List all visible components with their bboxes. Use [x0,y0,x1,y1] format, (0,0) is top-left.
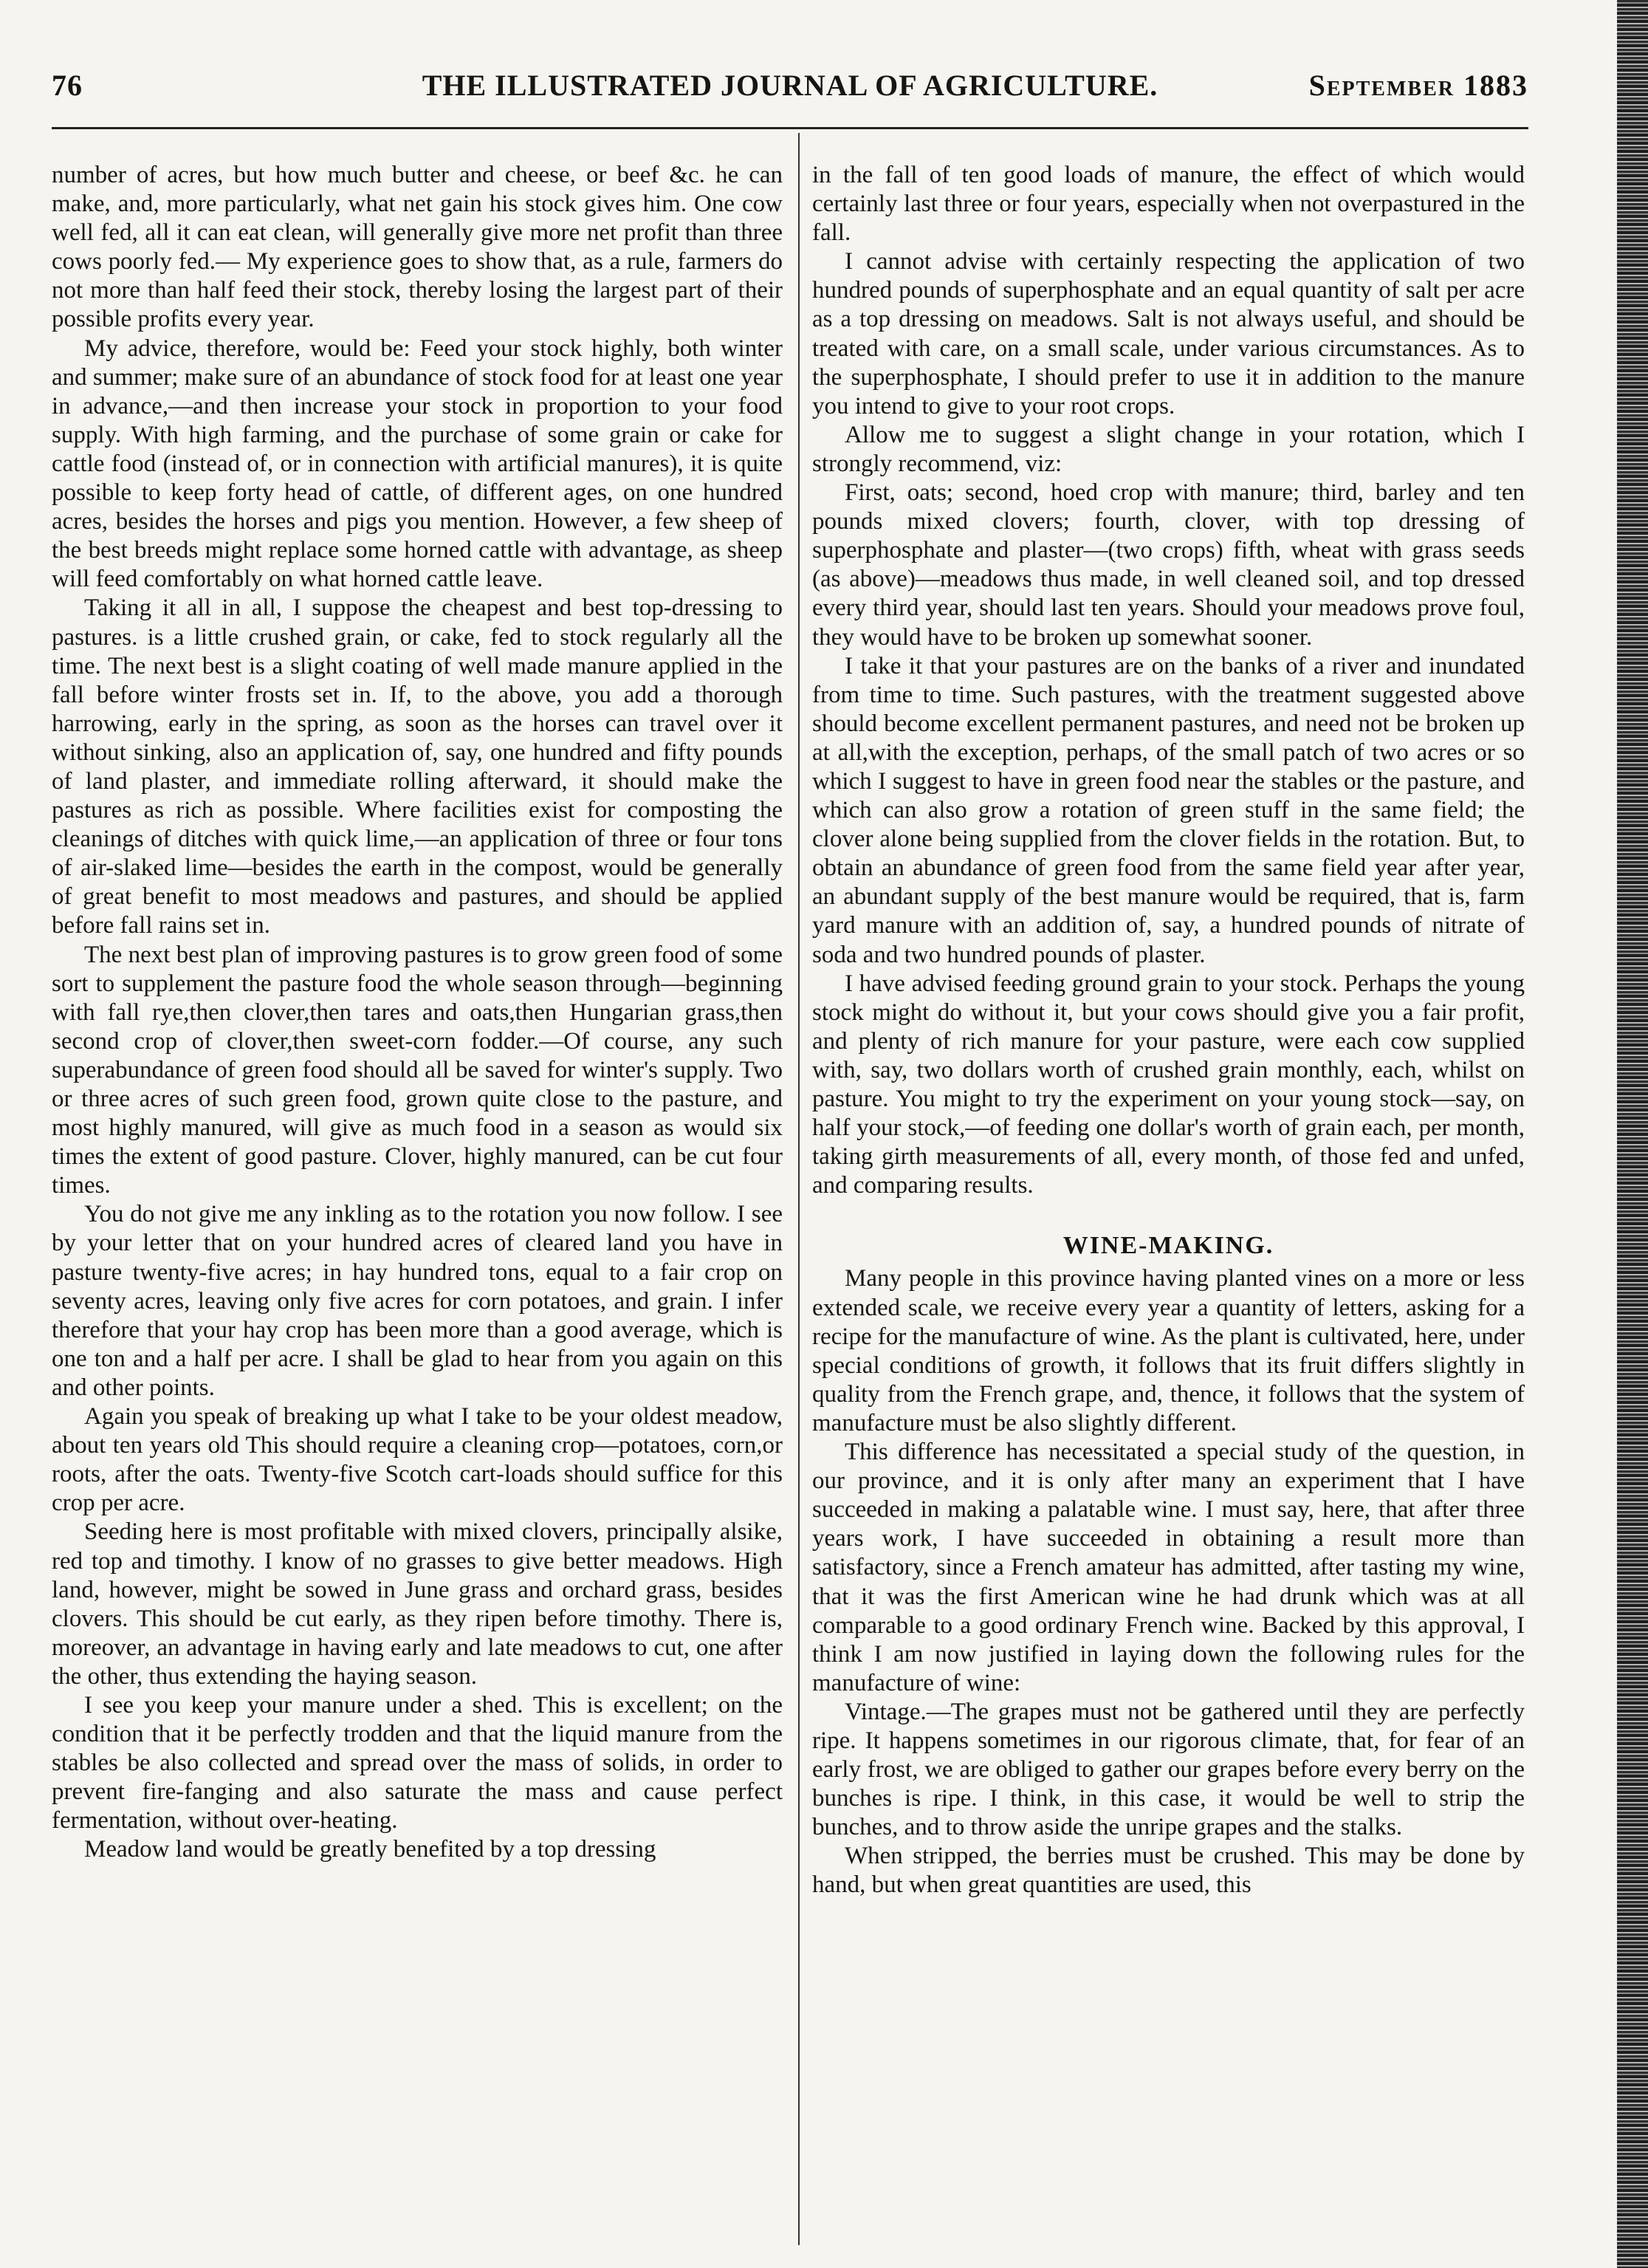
paragraph: You do not give me any inkling as to the rotation you now follow. I see by your letter that on your hundred acres of cleared land you have in pasture twenty-five acres; in hay hundred tons, equal to a fair crop on seventy acres, leaving only five acres for corn potatoes, and grain. I infer therefore that your hay crop has been more than a good average, which is one ton and a half per acre. I shall be glad to hear from you again on this and other points. [52,1201,783,1401]
section-heading: WINE-MAKING. [1062,1232,1274,1260]
paragraph: number of acres, but how much butter and cheese, or beef &c. he can make, and, more particularly, what net gain his stock gives him. One cow well fed, all it can eat clean, will generally give more net profit than three cows poorly fed.— My experience goes to show that, as a rule, farmers do not more than half feed their stock, thereby losing the largest part of their possible profits every year. [52,162,783,333]
paragraph: Vintage.—The grapes must not be gathered until they are perfectly ripe. It happens sometimes in our rigorous climate, that, for fear of an early frost, we are obliged to gather our grapes before every berry on the bunches is ripe. I think, in this case, it would be well to strip the bunches, and to throw aside the unripe grapes and the stalks. [812,1698,1525,1841]
paragraph: Taking it all in all, I suppose the cheapest and best top-dressing to pastures. is a little crushed grain, or cake, fed to stock regularly all the time. The next best is a slight coating of well made manure applied in the fall before winter frosts set in. If, to the above, you add a thorough harrowing, early in the spring, as soon as the horses can travel over it without sinking, also an application of, say, one hundred and fifty pounds of land plaster, and immediate rolling afterward, it should make the pastures as rich as possible. Where facilities exist for composting the cleanings of ditches with quick lime,—an application of three or four tons of air-slaked lime—besides the earth in the compost, would be generally of great benefit to most meadows and pastures, and should be applied before fall rains set in. [52,595,783,939]
paragraph: Seeding here is most profitable with mixed clovers, principally alsike, red top and timothy. I know of no grasses to give better meadows. High land, however, might be sowed in June grass and orchard grass, besides clovers. This should be cut early, as they ripen before timothy. There is, moreover, an advantage in having early and late meadows to cut, one after the other, thus extending the haying season. [52,1518,783,1690]
journal-title: THE ILLUSTRATED JOURNAL OF AGRICULTURE. [422,69,1158,102]
paragraph: The next best plan of improving pastures is to grow green food of some sort to supplement the pasture food the whole season through—beginning with fall rye,then clover,then tares and oats,then Hungarian grass,then second crop of clover,then sweet-corn fodder.—Of course, any such superabundance of green food should all be saved for winter's supply. Two or three acres of such green food, grown quite close to the pasture, and most highly manured, will give as much food in a season as would six times the extent of good pasture. Clover, highly manured, can be cut four times. [52,941,783,1199]
paragraph: Again you speak of breaking up what I take to be your oldest meadow, about ten years old This should require a cleaning crop—potatoes, corn,or roots, after the oats. Twenty-five Scotch cart-loads should suffice for this crop per acre. [52,1403,783,1517]
paragraph: First, oats; second, hoed crop with manure; third, barley and ten pounds mixed clovers; fourth, clover, with top dressing of superphosphate and plaster—(two crops) fifth, wheat with grass seeds (as above)—meadows thus made, in well cleaned soil, and top dressed every third year, should last ten years. Should your meadows prove foul, they would have to be broken up somewhat sooner. [812,479,1525,651]
issue-date: September 1883 [1308,69,1528,102]
right-column [812,161,1525,2244]
page-number: 76 [52,69,83,102]
page-header [52,68,1528,109]
paragraph: I cannot advise with certainly respecting the application of two hundred pounds of superphosphate and an equal quantity of salt per acre as a top dressing on meadows. Salt is not always useful, and should be treated with care, on a small scale, under various circumstances. As to the superphosphate, I should prefer to use it in addition to the manure you intend to give to your root crops. [812,248,1525,419]
paragraph: My advice, therefore, would be: Feed your stock highly, both winter and summer; make sure of an abundance of stock food for at least one year in advance,—and then increase your stock in proportion to your food supply. With high farming, and the purchase of some grain or cake for cattle food (instead of, or in connection with artificial manures), it is quite possible to keep forty head of cattle, of different ages, on one hundred acres, besides the horses and pigs you mention. However, a few sheep of the best breeds might replace some horned cattle with advantage, as sheep will feed comfortably on what horned cattle leave. [52,335,783,593]
paragraph: Allow me to suggest a slight change in your rotation, which I strongly recommend, viz: [812,421,1525,477]
column-divider [798,133,800,2245]
header-rule [52,127,1528,129]
paragraph: I have advised feeding ground grain to your stock. Perhaps the young stock might do without it, but your cows should give you a fair profit, and plenty of rich manure for your pasture, were each cow supplied with, say, two dollars worth of crushed grain monthly, each, whilst on pasture. You might to try the experiment on your young stock—say, on half your stock,—of feeding one dollar's worth of grain each, per month, taking girth measurements of all, every month, of those fed and unfed, and comparing results. [812,970,1525,1199]
paragraph: in the fall of ten good loads of manure, the effect of which would certainly last three or four years, especially when not overpastured in the fall. [812,162,1525,247]
paragraph: I see you keep your manure under a shed. This is excellent; on the condition that it be perfectly trodden and that the liquid manure from the stables be also collected and spread over the mass of solids, in order to prevent fire-fanging and also saturate the mass and cause perfect fermentation, without over-heating. [52,1691,783,1834]
paragraph: This difference has necessitated a special study of the question, in our province, and it is only after many an experiment that I have succeeded in making a palatable wine. I must say, here, that after three years work, I have succeeded in obtaining a result more than satisfactory, since a French amateur has admitted, after tasting my wine, that it was the first American wine he had drunk which was at all comparable to a good ordinary French wine. Backed by this approval, I think I am now justified in laying down the following rules for the manufacture of wine: [812,1439,1525,1696]
paragraph: Many people in this province having planted vines on a more or less extended scale, we receive every year a quantity of letters, asking for a recipe for the manufacture of wine. As the plant is cultivated, here, under special conditions of growth, it follows that its fruit differs slightly in quality from the French grape, and, thence, it follows that the system of manufacture must be also slightly different. [812,1265,1525,1436]
scan-edge-strip [1617,0,1648,2268]
paragraph: Meadow land would be greatly benefited by a top dressing [84,1836,656,1863]
left-column [52,161,783,2244]
paragraph: When stripped, the berries must be crushed. This may be done by hand, but when great quantities are used, this [812,1843,1525,1899]
paragraph: I take it that your pastures are on the banks of a river and inundated from time to time. Such pastures, with the treatment suggested above should become excellent permanent pastures, and need not be broken up at all,with the exception, perhaps, of the small patch of two acres or so which I suggest to have in green food near the stables or the pasture, and which can also grow a rotation of green stuff in the same field; the clover alone being supplied from the clover fields in the rotation. But, to obtain an abundance of green food from the same field year after year, an abundant supply of the best manure would be required, that is, farm yard manure with an addition of, say, a hundred pounds of nitrate of soda and two hundred pounds of plaster. [812,652,1525,968]
